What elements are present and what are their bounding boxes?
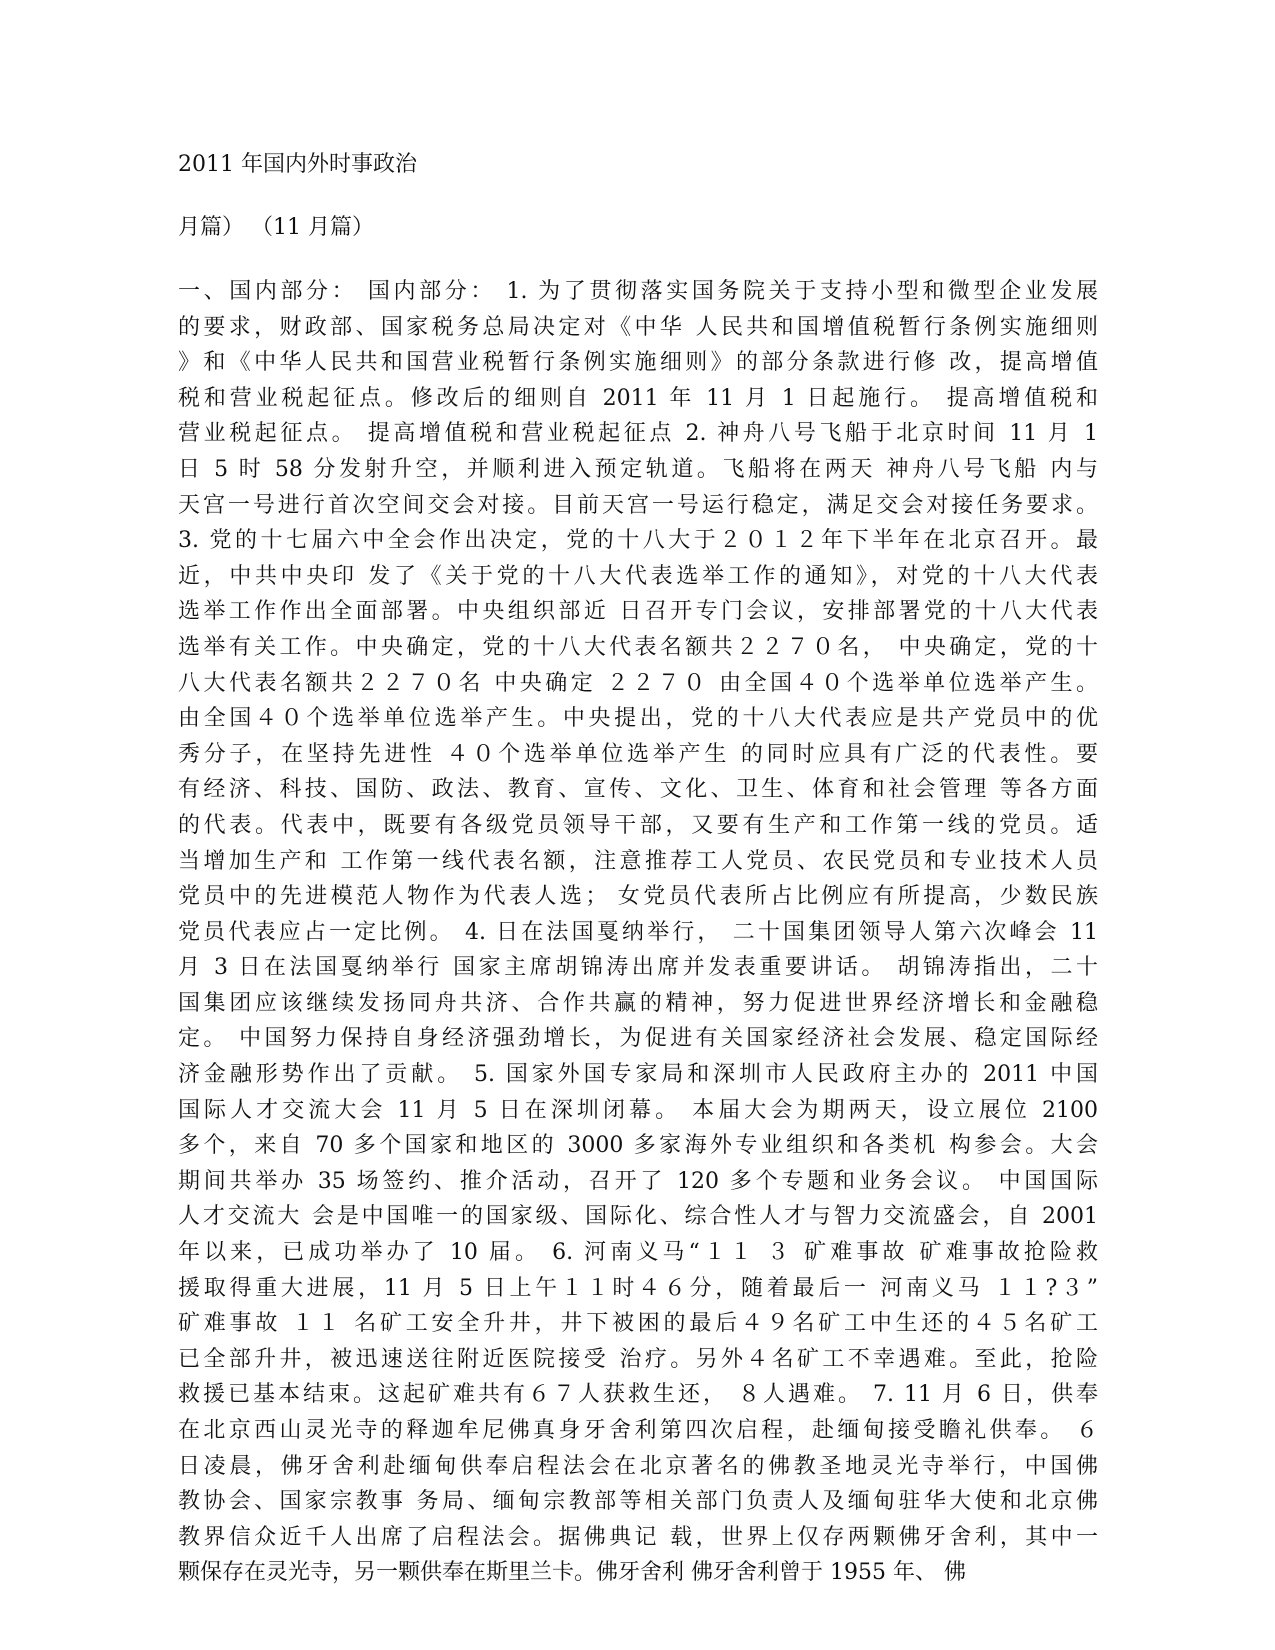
- body-line: 日凌晨，佛牙舍利赴缅甸供奉启程法会在北京著名的佛教圣地灵光寺举行，中国佛: [178, 1453, 1098, 1479]
- body-line: 救援已基本结束。这起矿难共有６７人获救生还， ８人遇难。 7. 11 月 6 日，供奉: [178, 1382, 1098, 1408]
- body-line: 矿难事故 １１ 名矿工安全升井，井下被困的最后４９名矿工中生还的４５名矿工: [178, 1311, 1098, 1337]
- body-line: 由全国４０个选举单位选举产生。中央提出，党的十八大代表应是共产党员中的优: [178, 706, 1098, 732]
- body-line: 当增加生产和 工作第一线代表名额，注意推荐工人党员、农民党员和专业技术人员: [178, 848, 1098, 874]
- body-line: 援取得重大进展，11 月 5 日上午１１时４６分，随着最后一 河南义马 １１?３”: [178, 1275, 1098, 1301]
- body-line: 》和《中华人民共和国营业税暂行条例实施细则》的部分条款进行修 改，提高增值: [178, 350, 1098, 376]
- body-line: 多个，来自 70 多个国家和地区的 3000 多家海外专业组织和各类机 构参会。大会: [178, 1133, 1098, 1159]
- body-line: 年以来，已成功举办了 10 届。 6. 河南义马“１１ ３ 矿难事故 矿难事故抢险救: [178, 1240, 1098, 1266]
- body-line: 党员代表应占一定比例。 4. 日在法国戛纳举行， 二十国集团领导人第六次峰会 11: [178, 919, 1098, 945]
- body-line: 税和营业税起征点。修改后的细则自 2011 年 11 月 1 日起施行。 提高增值税和: [178, 385, 1098, 411]
- body-line: 选举有关工作。中央确定，党的十八大代表名额共２２７０名， 中央确定，党的十: [178, 634, 1098, 660]
- body-line: 营业税起征点。 提高增值税和营业税起征点 2. 神舟八号飞船于北京时间 11 月 1: [178, 421, 1098, 447]
- document-body: [178, 274, 1098, 1591]
- body-line: 的代表。代表中，既要有各级党员领导干部，又要有生产和工作第一线的党员。适: [178, 812, 1098, 838]
- body-line: 人才交流大 会是中国唯一的国家级、国际化、综合性人才与智力交流盛会，自 2001: [178, 1204, 1098, 1230]
- body-line: 近，中共中央印 发了《关于党的十八大代表选举工作的通知》，对党的十八大代表: [178, 563, 1098, 589]
- body-line: 党员中的先进模范人物作为代表人选； 女党员代表所占比例应有所提高，少数民族: [178, 884, 1098, 910]
- body-line: 济金融形势作出了贡献。 5. 国家外国专家局和深圳市人民政府主办的 2011 中国: [178, 1062, 1098, 1088]
- body-line: 3. 党的十七届六中全会作出决定，党的十八大于２０１２年下半年在北京召开。最: [178, 528, 1098, 554]
- body-line: 天宫一号进行首次空间交会对接。目前天宫一号运行稳定，满足交会对接任务要求。: [178, 492, 1098, 518]
- document-subtitle: 月篇） （11 月篇）: [178, 215, 374, 240]
- body-line: 秀分子，在坚持先进性 ４０个选举单位选举产生 的同时应具有广泛的代表性。要: [178, 741, 1098, 767]
- body-line: 的要求，财政部、国家税务总局决定对《中华 人民共和国增值税暂行条例实施细则: [178, 314, 1098, 340]
- body-line: 国际人才交流大会 11 月 5 日在深圳闭幕。 本届大会为期两天，设立展位 2100: [178, 1097, 1098, 1123]
- body-line: 教界信众近千人出席了启程法会。据佛典记 载，世界上仅存两颗佛牙舍利，其中一: [178, 1524, 1098, 1550]
- body-line: 月 3 日在法国戛纳举行 国家主席胡锦涛出席并发表重要讲话。 胡锦涛指出，二十: [178, 955, 1098, 981]
- body-line: 在北京西山灵光寺的释迦牟尼佛真身牙舍利第四次启程，赴缅甸接受瞻礼供奉。 ６: [178, 1418, 1098, 1443]
- document-title: 2011 年国内外时事政治: [178, 152, 417, 177]
- body-line: 教协会、国家宗教事 务局、缅甸宗教部等相关部门负责人及缅甸驻华大使和北京佛: [178, 1489, 1098, 1515]
- document-page: [178, 0, 1098, 1650]
- body-line: 日 5 时 58 分发射升空，并顺利进入预定轨道。飞船将在两天 神舟八号飞船 内与: [178, 456, 1098, 482]
- body-line: 一、国内部分： 国内部分： 1. 为了贯彻落实国务院关于支持小型和微型企业发展: [178, 279, 1098, 304]
- body-line: 有经济、科技、国防、政法、教育、宣传、文化、卫生、体育和社会管理 等各方面: [178, 777, 1098, 803]
- body-line: 期间共举办 35 场签约、推介活动，召开了 120 多个专题和业务会议。 中国国际: [178, 1168, 1098, 1194]
- body-line: 国集团应该继续发扬同舟共济、合作共赢的精神，努力促进世界经济增长和金融稳: [178, 990, 1098, 1016]
- body-line: 选举工作作出全面部署。中央组织部近 日召开专门会议，安排部署党的十八大代表: [178, 599, 1098, 625]
- body-line: 八大代表名额共２２７０名 中央确定 ２２７０ 由全国４０个选举单位选举产生。: [178, 670, 1098, 696]
- body-line: 定。 中国努力保持自身经济强劲增长，为促进有关国家经济社会发展、稳定国际经: [178, 1026, 1098, 1052]
- body-line: 已全部升井，被迅速送往附近医院接受 治疗。另外４名矿工不幸遇难。至此，抢险: [178, 1346, 1098, 1372]
- body-line: 颗保存在灵光寺，另一颗供奉在斯里兰卡。佛牙舍利 佛牙舍利曾于 1955 年、 佛: [178, 1560, 966, 1586]
